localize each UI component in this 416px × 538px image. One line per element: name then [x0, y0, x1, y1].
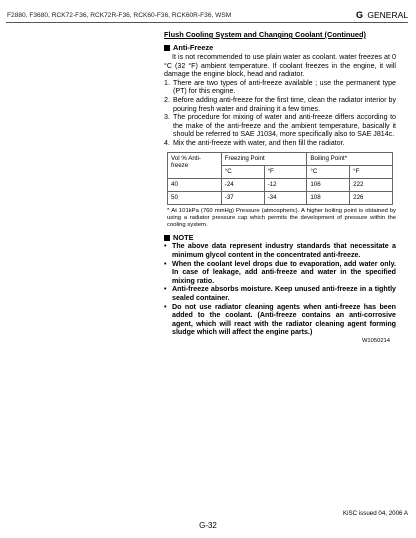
section-title: Flush Cooling System and Changing Coolant (Continued) — [164, 30, 366, 39]
section-header — [356, 10, 408, 20]
section-name: GENERAL — [367, 10, 408, 20]
table-header-row — [168, 152, 393, 165]
note-item — [164, 303, 396, 337]
antifreeze-heading — [164, 43, 396, 52]
bullet-icon: • — [164, 302, 167, 311]
manual-model-header: F2880, F3680, RCK72-F36, RCK72R-F36, RCK60-F36, RCK60R-F36, WSM — [7, 12, 232, 19]
unit-fahrenheit: °F — [350, 165, 393, 178]
note-text: Anti-freeze absorbs moisture. Keep unused anti-freeze in a tightly sealed container. — [172, 285, 396, 302]
step-text: There are two types of anti-freeze available ; use the permanent type (PT) for this engine. — [173, 78, 396, 96]
freezing-c-cell: -24 — [221, 178, 264, 191]
square-bullet-icon — [164, 45, 170, 51]
footnote-marker: * — [167, 207, 170, 214]
step-number: 1. — [164, 78, 170, 87]
bullet-icon: • — [164, 259, 167, 268]
step-number: 2. — [164, 95, 170, 104]
step-number: 3. — [164, 113, 170, 122]
note-heading — [164, 233, 396, 242]
note-text: When the coolant level drops due to evaporation, add water only. In case of leakage, add anti-freeze and water in the specified mixing ratio. — [172, 259, 396, 285]
note-item — [164, 260, 396, 286]
antifreeze-steps — [164, 79, 396, 148]
bullet-icon: • — [164, 242, 167, 251]
step-text: Mix the anti-freeze with water, and then fill the radiator. — [173, 138, 345, 147]
boiling-f-cell: 222 — [350, 178, 393, 191]
boiling-point-header: Boiling Point* — [307, 152, 393, 165]
vol-cell: 50 — [168, 191, 222, 204]
step-text: The procedure for mixing of water and anti-freeze differs according to the make of the anti-freeze and the ambient temperature, basically it should be referred to SAE J1034, more specifically also to SAE J814c. — [173, 113, 396, 139]
antifreeze-table — [167, 152, 393, 205]
section-letter: G — [355, 10, 363, 20]
freezing-f-cell: -12 — [264, 178, 307, 191]
bullet-icon: • — [164, 285, 167, 294]
step-item — [164, 113, 396, 139]
freezing-c-cell: -37 — [221, 191, 264, 204]
header-rule — [6, 22, 408, 23]
antifreeze-intro: It is not recommended to use plain water as coolant. water freezes at 0 °C (32 °F) ambient temperature. If coolant freezes in the engine, it will damage the engine block, head and radiator. — [164, 53, 396, 79]
note-text: Do not use radiator cleaning agents when anti-freeze has been added to the coolant. (Anti-freeze contains an anti-corrosive agent, which will react with the radiator cleaning agent forming sludge which will affect the engine parts.) — [172, 302, 396, 337]
footnote-text: At 101kPa (760 mmHg) Pressure (atmospheric). A higher boiling point is obtained by using a radiator pressure cap which permits the development of pressure within the cooling system. — [167, 207, 396, 229]
note-list — [164, 242, 396, 337]
freezing-point-header: Freezing Point — [221, 152, 307, 165]
table-row — [168, 191, 393, 204]
vol-antifreeze-header: Vol % Anti-freeze — [168, 152, 222, 178]
boiling-f-cell: 226 — [350, 191, 393, 204]
antifreeze-heading-text: Anti-Freeze — [173, 43, 214, 52]
note-item — [164, 242, 396, 259]
document-code: W1050214 — [361, 337, 390, 344]
note-text: The above data represent industry standards that necessitate a minimum glycol content in the concentrated anti-freeze. — [172, 242, 396, 260]
step-number: 4. — [164, 138, 170, 147]
vol-cell: 40 — [168, 178, 222, 191]
unit-celsius: °C — [307, 165, 350, 178]
boiling-c-cell: 108 — [307, 191, 350, 204]
unit-fahrenheit: °F — [264, 165, 307, 178]
table-row — [168, 178, 393, 191]
boiling-c-cell: 106 — [307, 178, 350, 191]
page-number: G-32 — [199, 521, 217, 530]
table-footnote — [167, 208, 396, 230]
note-heading-text: NOTE — [173, 233, 194, 243]
step-item — [164, 96, 396, 113]
step-item — [164, 139, 396, 148]
unit-celsius: °C — [221, 165, 264, 178]
note-item — [164, 285, 396, 302]
content-column — [164, 30, 396, 344]
step-item — [164, 79, 396, 96]
step-text: Before adding anti-freeze for the first time, clean the radiator interior by pouring fresh water and draining it a few times. — [173, 95, 396, 113]
freezing-f-cell: -34 — [264, 191, 307, 204]
issue-info: KiSC issued 04, 2006 A — [342, 510, 408, 517]
square-bullet-icon — [164, 235, 170, 241]
